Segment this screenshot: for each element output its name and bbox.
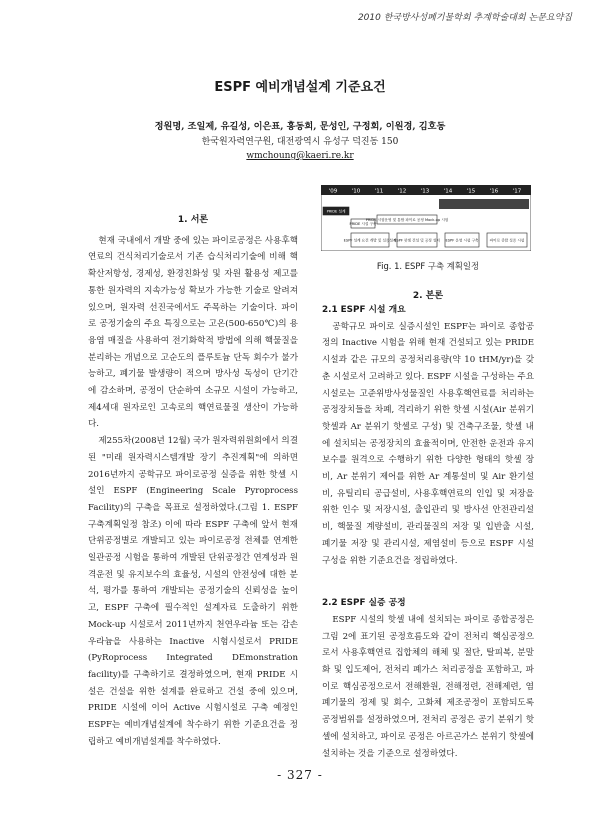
figure-year-label: '16: [489, 188, 499, 195]
figure-year-label: '09: [328, 188, 338, 195]
intro-paragraph-2: 제255차(2008년 12월) 국가 원자력위원회에서 의결된 "미래 원자력시스템개발 장기 추진계획"에 의하면 2016년까지 공학규모 파이로공정 실증을 위한 핫셀 시설인 ESPF (Engineering Scale Pyroprocess Facility)의 구축을 목표로 설정하였다.(그림 1. ESPF 구축계획일정 참조) 이에 따라 ESPF 구축에 앞서 현재 단위공정별로 개발되고 있는 파이로공정 전체를 연계한 일관공정 시험을 통하여 개발된 단위공정간 연계성과 원격운전 및 유지보수의 효율성, 시설의 안전성에 대한 분석, 평가를 통하여 개발되는 공정기술의 신뢰성을 높이고, ESPF 구축에 필수적인 설계자료 도출하기 위한 Mock-up 시설로서 2011년까지 천연우라늄 또는 감손우라늄을 사용하는 Inactive 시험시설로서 PRIDE (PyRoprocess Integrated DEmonstration facility)를 구축하기로 결정하였으며, 현재 PRIDE 시설은 건설을 위한 설계를 완료하고 건설 중에 있으며, PRIDE 시설에 이어 Active 시험시설로 구축 예정인 ESPF는 예비개념설계에 착수하기 위한 기준요건을 정립하고 예비개념설계를 착수하였다.: [88, 436, 298, 747]
schedule-block-label: PRIDE 시험운영 및 통합 파이로 공정 Mock-up 시험: [365, 218, 449, 223]
schedule-block-label: PRIDE 설계: [326, 209, 346, 214]
schedule-block-label: 파이로 종합 실증 시험: [489, 238, 525, 243]
schedule-block: [445, 233, 479, 247]
intro-paragraph-1: 현재 국내에서 개발 중에 있는 파이로공정은 사용후핵연료의 건식처리기술로서 기존 습식처리기술에 비해 핵확산저항성, 경제성, 환경친화성 및 자원 활용성 제고를 통한 원자력의 지속가능성 확보가 가능한 기술로 알려져 있으며, 원자력 선진국에서도 주목하는 기술이다. 파이로 공정기술의 주요 특징으로는 고온(500-650℃)의 용융염 매질을 사용하여 전기화학적 방법에 의해 핵물질을 분리하는 개념으로 고순도의 플루토늄 단독 회수가 불가능하고, 폐기물 발생량이 적으며 방사성 독성이 단기간에 감소하며, 공정이 단순하여 소규모 시설이 가능하고, 제4세대 원자로인 고속로의 핵연료물질 생산이 가능하다.: [88, 235, 298, 430]
schedule-block-label: PRIDE 시설 구축: [349, 222, 377, 227]
schedule-block: [366, 215, 449, 224]
schedule-block-label: ESPF 핫셀 건설 및 공정 설치: [394, 238, 440, 243]
figure-year-label: '12: [397, 188, 407, 195]
subsection-2-1-heading: 2.1 ESPF 시설 개요: [322, 305, 406, 315]
affiliation: 한국원자력연구원, 대전광역시 유성구 덕진동 150: [201, 137, 399, 147]
subsection-2-2-paragraph: ESPF 시설의 핫셀 내에 설치되는 파이로 종합공정은 그림 2에 표기된 공정흐름도와 같이 전처리 핵심공정으로서 사용후핵연료 집합체의 해체 및 절단, 탈피복, 분말화 및 입도제어, 전처리 폐가스 처리공정을 포함하고, 파이로 핵심공정으로서 전해환원, 전해정련, 전해제련, 염폐기물의 정제 및 회수, 고화체 제조공정이 포함되도록 공정범위를 설정하였으며, 전처리 공정은 공기 분위기 핫셀에 설치하고, 파이로 공정은 아르곤가스 분위기 핫셀에 설치하는 것을 기준으로 설정하였다.: [322, 614, 534, 759]
figure-year-label: '14: [443, 188, 453, 195]
author-email[interactable]: wmchoung@kaeri.re.kr: [246, 151, 354, 161]
journal-header: 2010 한국방사성폐기물학회 추계학술대회 논문요약집: [357, 13, 572, 23]
schedule-block-label: ESPF 설계 요건 개발 및 실증설계: [343, 238, 397, 243]
subsection-2-1-paragraph: 공학규모 파이로 실증시설인 ESPF는 파이로 종합공정의 Inactive 시험을 위해 현재 건설되고 있는 PRIDE 시설과 같은 규모의 공정처리용량(약 10 tHM/yr)을 갖춘 시설로서 고려하고 있다. ESPF 시설을 구성하는 주요시설로는 고준위방사성물질인 사용후핵연료를 처리하는 공정장치들을 차폐, 격리하기 위한 핫셀 시설(Air 분위기 핫셀과 Ar 분위기 핫셀로 구성) 및 건축구조물, 핫셀 내에 설치되는 공정장치의 효율적이며, 안전한 운전과 유지보수를 원격으로 수행하기 위한 다양한 형태의 핫셀 장비, Ar 분위기 제어를 위한 Ar 계통설비 및 Air 환기설비, 유틸리티 공급설비, 사용후핵연료의 인입 및 저장을 위한 인수 및 저장시설, 출입관리 및 방사선 안전관리설비, 핵물질 계량설비, 관리물질의 저장 및 입반출 시설, 폐기물 저장 및 관리시설, 제염설비 등으로 ESPF 시설 구성을 위한 기준요건을 정립하였다.: [322, 321, 534, 566]
schedule-block: [344, 233, 397, 247]
figure-year-label: '11: [374, 188, 384, 195]
subsection-2-2-heading: 2.2 ESPF 실증 공정: [322, 598, 406, 609]
figure-espf-schedule: [321, 185, 531, 251]
schedule-block: [394, 233, 440, 247]
figure-year-label: '15: [466, 188, 476, 195]
left-column: [88, 212, 298, 751]
author-list: 정원명, 조일제, 유길성, 이은표, 홍동희, 문성인, 구정회, 이원경, 김호동: [154, 121, 446, 132]
right-column: [322, 300, 534, 762]
section-intro-heading: 1. 서론: [177, 215, 209, 225]
schedule-block-label: ESPF 운영 시험 구축: [445, 238, 479, 243]
section-main-heading: 2. 본론: [412, 291, 444, 301]
page-number: - 327 -: [277, 768, 323, 782]
figure-year-label: '10: [351, 188, 361, 195]
figure-year-label: '13: [420, 188, 430, 195]
schedule-block: [487, 233, 527, 247]
figure-year-label: '17: [512, 188, 522, 195]
figure-caption: Fig. 1. ESPF 구축 계획일정: [376, 261, 480, 271]
schedule-block: [323, 207, 349, 215]
paper-title: ESPF 예비개념설계 기준요건: [214, 80, 386, 95]
